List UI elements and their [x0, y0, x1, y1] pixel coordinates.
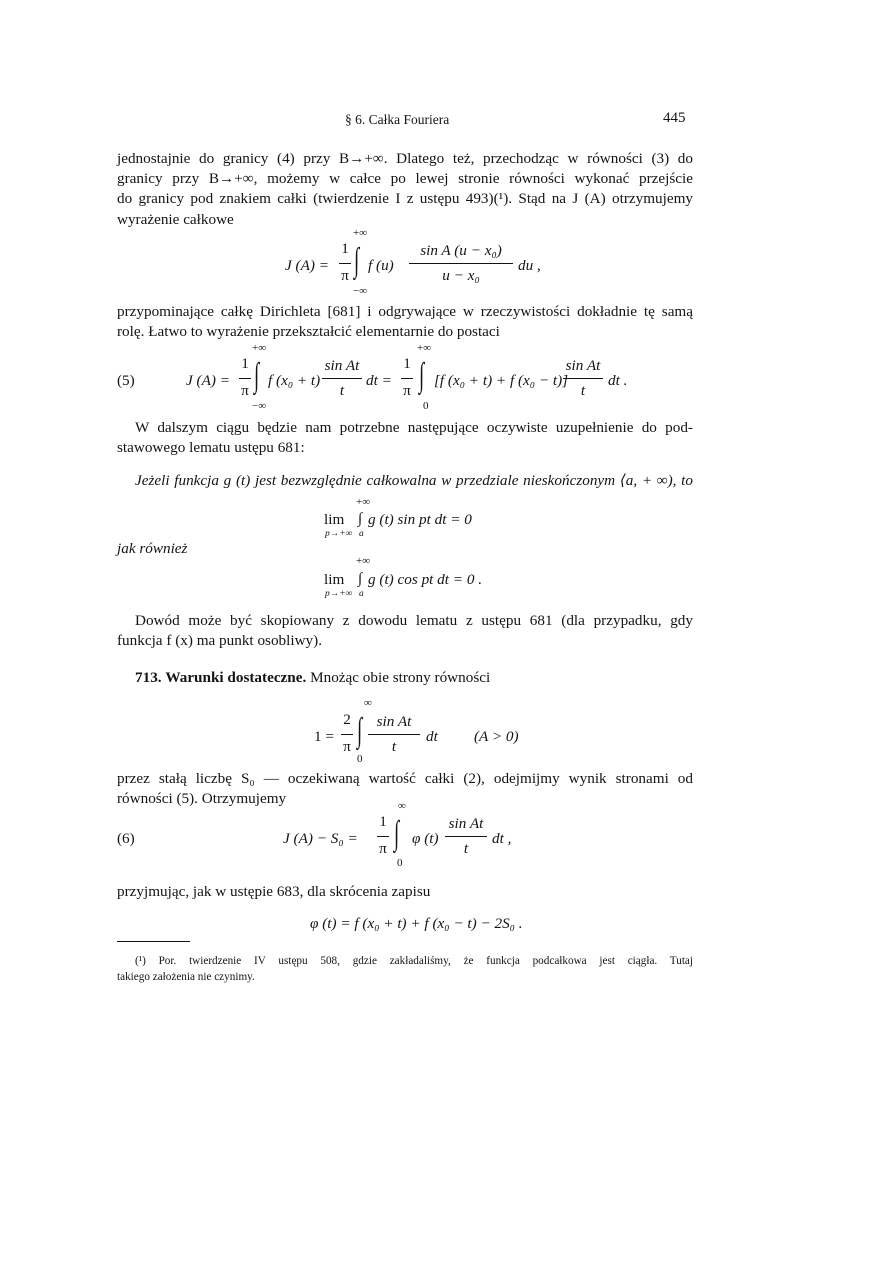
eq5-frac1-num: sin At	[324, 357, 360, 374]
eq6-coef-num: 1	[379, 813, 387, 830]
paragraph-line: rolę. Łatwo to wyrażenie przekształcić elementarnie do postaci	[117, 323, 500, 341]
eq1-coef-bar	[339, 263, 351, 264]
lim2-sub: p→+∞	[325, 589, 353, 599]
paragraph-line: równości (5). Otrzymujemy	[117, 790, 287, 808]
paragraph-line: W dalszym ciągu będzie nam potrzebne następujące oczywiste uzupełnienie do pod-	[135, 419, 693, 436]
eq6-frac-bar	[445, 836, 487, 837]
eq6-lower: 0	[397, 857, 403, 869]
eq-one-condition: (A > 0)	[474, 728, 519, 745]
eq5-coef1-den: π	[241, 382, 249, 399]
eq1-frac-den: u − x₀	[442, 267, 480, 284]
eq6-upper: ∞	[398, 800, 406, 812]
paragraph-line: stawowego lematu ustępu 681:	[117, 439, 305, 457]
eq1-frac-num: sin A (u − x₀)	[420, 242, 502, 259]
eq5-coef1-bar	[239, 378, 251, 379]
eq1-lower-limit: −∞	[353, 285, 368, 297]
footnote-line: (¹) Por. twierdzenie IV ustępu 508, gdzie zakładaliśmy, że funkcja podcałkowa jest ciągła. Tutaj	[135, 955, 693, 967]
lim1-lower: a	[359, 529, 364, 539]
paragraph-4	[117, 611, 693, 651]
eq-one-coef-bar	[341, 734, 353, 735]
eq5-coef2-den: π	[403, 382, 411, 399]
eq5-coef2-bar	[401, 378, 413, 379]
eq-one-upper: ∞	[364, 697, 372, 709]
eq-one-frac-bar	[368, 734, 420, 735]
phi-definition: φ (t) = f (x₀ + t) + f (x₀ − t) − 2S₀ .	[310, 915, 523, 932]
eq5-upper-2: +∞	[417, 342, 432, 354]
paragraph-line: do granicy pod znakiem całki (twierdzenie I z ustępu 493)(¹). Stąd na J (A) otrzymujemy	[117, 190, 693, 208]
paragraph-line: Dowód może być skopiowany z dowodu lematu z ustępu 681 (dla przypadku, gdy	[135, 612, 693, 629]
eq5-coef1-num: 1	[241, 355, 249, 372]
eq6-integrand: φ (t)	[412, 830, 439, 847]
eq1-integrand: f (u)	[368, 257, 394, 274]
eq-one-tail: dt	[426, 728, 438, 745]
eq5-frac2-num: sin At	[565, 357, 601, 374]
eq6-coef-den: π	[379, 840, 387, 857]
paragraph-line: granicy przy B→+∞, możemy w całce po lewej stronie równości wykonać przejście	[117, 170, 693, 188]
lim2-lim: lim	[324, 571, 345, 588]
eq-one-lower: 0	[357, 753, 363, 765]
paragraph-2	[117, 302, 693, 342]
eq5-mid: dt =	[366, 372, 392, 389]
lim2-lower: a	[359, 589, 364, 599]
eq5-lhs: J (A) =	[186, 372, 230, 389]
eq1-frac-bar	[409, 263, 513, 264]
paragraph-line: jednostajnie do granicy (4) przy B→+∞. Dlatego też, przechodząc w równości (3) do	[117, 150, 693, 167]
eq6-label: (6)	[117, 830, 135, 847]
lim2-upper: +∞	[356, 555, 371, 567]
lim1-upper: +∞	[356, 496, 371, 508]
lemma-between: jak również	[117, 540, 188, 557]
running-title: § 6. Całka Fouriera	[345, 112, 450, 127]
eq6-coef-bar	[377, 836, 389, 837]
eq1-upper-limit: +∞	[353, 227, 368, 239]
eq1-coef-den: π	[341, 267, 349, 284]
eq5-coef2-num: 1	[403, 355, 411, 372]
eq-one-frac-num: sin At	[376, 713, 412, 730]
lim1-body: g (t) sin pt dt = 0	[368, 511, 472, 528]
eq5-integral-sign-2: ∫	[419, 357, 425, 394]
lim2-integral-sign: ∫	[358, 570, 363, 587]
eq5-tail: dt .	[608, 372, 628, 389]
eq5-integrand-2: [f (x₀ + t) + f (x₀ − t)]	[434, 372, 569, 389]
paragraph-line: funkcja f (x) ma punkt osobliwy).	[117, 632, 322, 650]
section-number: 713.	[135, 669, 162, 686]
lim1-integral-sign: ∫	[358, 510, 363, 527]
eq6-lhs: J (A) − S₀ =	[283, 830, 358, 847]
eq5-integral-sign-1: ∫	[254, 357, 260, 394]
lemma-line: Jeżeli funkcja g (t) jest bezwzględnie całkowalna w przedziale nieskończonym ⟨a, + ∞), to	[135, 472, 693, 489]
eq1-lhs: J (A) =	[285, 257, 329, 274]
eq6-frac-num: sin At	[448, 815, 484, 832]
eq-one-coef-den: π	[343, 738, 351, 755]
lemma-statement	[117, 471, 693, 491]
paragraph-line: przez stałą liczbę S₀ — oczekiwaną wartość całki (2), odejmijmy wynik stronami od	[117, 770, 693, 787]
eq6-tail: dt ,	[492, 830, 512, 847]
eq6-integral-sign: ∫	[394, 815, 400, 852]
lim2-body: g (t) cos pt dt = 0 .	[368, 571, 483, 588]
footnote-line: takiego założenia nie czynimy.	[117, 971, 255, 983]
eq-one-coef-num: 2	[343, 711, 351, 728]
eq5-frac1-bar	[322, 378, 362, 379]
eq6-frac-den: t	[463, 840, 469, 857]
eq5-label: (5)	[117, 372, 135, 389]
lim1-lim: lim	[324, 511, 345, 528]
eq1-tail: du ,	[518, 257, 541, 274]
section-text: Mnożąc obie strony równości	[310, 669, 491, 686]
eq-one-frac-den: t	[391, 738, 397, 755]
paragraph-6: przyjmując, jak w ustępie 683, dla skrócenia zapisu	[117, 883, 431, 900]
eq-one-lhs: 1 =	[314, 728, 334, 745]
paragraph-line: przypominające całkę Dirichleta [681] i odgrywające w rzeczywistości dokładnie tę samą	[117, 303, 693, 320]
footnote	[117, 953, 693, 985]
eq1-integral-sign: ∫	[354, 242, 360, 279]
eq5-frac2-bar	[563, 378, 603, 379]
section-713-heading	[135, 668, 490, 687]
footnote-rule	[117, 941, 190, 942]
paragraph-line: wyrażenie całkowe	[117, 210, 234, 228]
eq5-frac1-den: t	[339, 382, 345, 399]
eq5-lower-1: −∞	[252, 400, 267, 412]
eq-one-integral-sign: ∫	[357, 712, 363, 749]
eq5-frac2-den: t	[580, 382, 586, 399]
lim1-sub: p→+∞	[325, 529, 353, 539]
paragraph-1	[117, 149, 693, 230]
paragraph-3	[117, 418, 693, 458]
eq1-coef-num: 1	[341, 240, 349, 257]
page-number: 445	[663, 110, 686, 126]
section-title: Warunki dostateczne.	[165, 669, 307, 686]
eq5-upper-1: +∞	[252, 342, 267, 354]
eq5-lower-2: 0	[423, 400, 429, 412]
eq5-integrand-1: f (x₀ + t)	[268, 372, 321, 389]
